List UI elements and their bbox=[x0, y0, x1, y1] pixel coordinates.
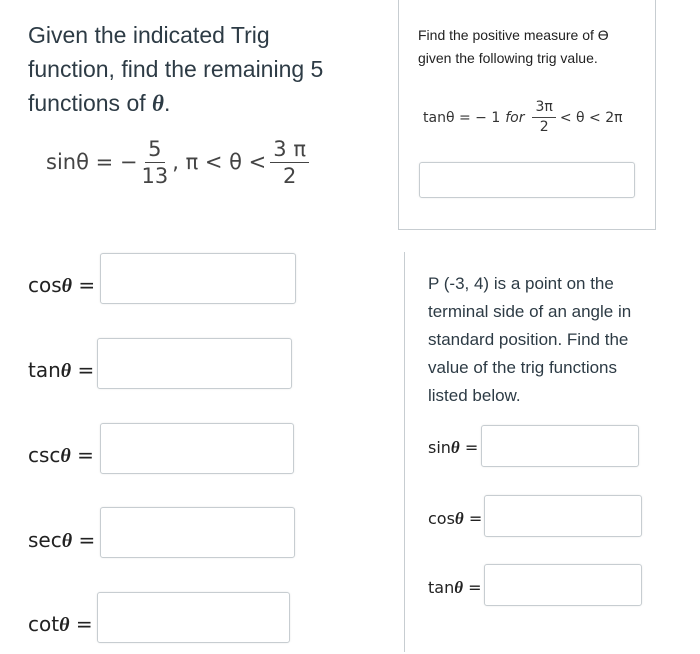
equals-sign: = bbox=[69, 612, 93, 636]
equals-sign: = bbox=[72, 528, 96, 552]
question-2-equation bbox=[423, 100, 623, 135]
question-2-text: Find the positive measure of ϴ given the following trig value. bbox=[418, 27, 609, 66]
func-name: cot bbox=[28, 612, 60, 636]
cot-answer-input[interactable] bbox=[97, 592, 290, 643]
q3-tan-label bbox=[428, 578, 482, 598]
question-1-text: Given the indicated Trig function, find the remaining 5 functions of bbox=[28, 22, 324, 116]
func-name: csc bbox=[28, 443, 61, 467]
func-name: sin bbox=[428, 438, 451, 457]
equals-sign: = bbox=[463, 578, 482, 597]
theta-symbol: θ bbox=[450, 438, 460, 457]
q2-numerator: 3π bbox=[532, 100, 555, 118]
theta-symbol: θ bbox=[152, 91, 164, 116]
func-name: sec bbox=[28, 528, 62, 552]
given-interval: , π < θ < bbox=[172, 150, 267, 174]
equals-sign: = bbox=[72, 273, 96, 297]
cos-label bbox=[28, 273, 95, 298]
tan-label bbox=[28, 358, 94, 383]
equals-sign: = bbox=[70, 443, 94, 467]
question-1-prompt bbox=[28, 18, 358, 121]
theta-symbol: θ bbox=[59, 614, 70, 636]
prompt-period: . bbox=[163, 90, 171, 116]
theta-symbol: θ bbox=[60, 360, 72, 382]
theta-symbol: θ bbox=[60, 445, 71, 467]
equals-sign: = bbox=[71, 358, 95, 382]
theta-symbol: θ bbox=[61, 275, 73, 297]
interval-numerator: 3 π bbox=[270, 138, 309, 163]
csc-label bbox=[28, 443, 94, 468]
q3-cos-answer-input[interactable] bbox=[484, 495, 642, 537]
given-equation bbox=[46, 132, 313, 192]
tan-answer-input[interactable] bbox=[97, 338, 292, 389]
csc-answer-input[interactable] bbox=[100, 423, 294, 474]
theta-symbol: θ bbox=[454, 578, 464, 597]
given-fraction bbox=[141, 138, 168, 187]
q2-denominator: 2 bbox=[539, 119, 549, 135]
q2-eq-lhs: tanθ = − 1 bbox=[423, 109, 501, 126]
equals-sign: = bbox=[459, 438, 479, 457]
question-3-text: P (-3, 4) is a point on the terminal side of an angle in standard position. Find the value of the trig functions listed below. bbox=[428, 274, 632, 405]
interval-denominator: 2 bbox=[282, 163, 297, 188]
q2-answer-input[interactable] bbox=[419, 162, 635, 198]
q2-fraction bbox=[532, 100, 555, 135]
q3-cos-label bbox=[428, 509, 482, 529]
sec-label bbox=[28, 528, 95, 553]
question-3-divider bbox=[404, 252, 405, 652]
sec-answer-input[interactable] bbox=[100, 507, 295, 558]
q2-eq-rhs: < θ < 2π bbox=[559, 109, 623, 126]
q3-sin-answer-input[interactable] bbox=[481, 425, 639, 467]
func-name: cos bbox=[428, 509, 455, 528]
given-lhs: sinθ = − bbox=[46, 150, 138, 174]
fraction-numerator: 5 bbox=[145, 138, 164, 163]
q2-eq-for: for bbox=[505, 109, 525, 126]
func-name: tan bbox=[28, 358, 61, 382]
cot-label bbox=[28, 612, 93, 637]
func-name: tan bbox=[428, 578, 455, 597]
theta-symbol: θ bbox=[61, 530, 73, 552]
equals-sign: = bbox=[463, 509, 483, 528]
cos-answer-input[interactable] bbox=[100, 253, 296, 304]
q3-sin-label bbox=[428, 438, 478, 458]
func-name: cos bbox=[28, 273, 62, 297]
fraction-denominator: 13 bbox=[141, 163, 169, 188]
interval-fraction bbox=[270, 138, 309, 187]
theta-symbol: θ bbox=[454, 509, 464, 528]
q3-tan-answer-input[interactable] bbox=[484, 564, 642, 606]
